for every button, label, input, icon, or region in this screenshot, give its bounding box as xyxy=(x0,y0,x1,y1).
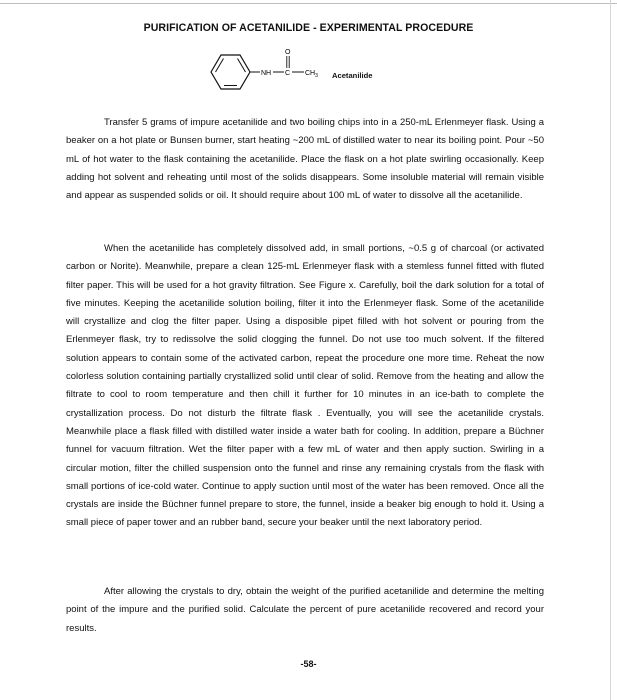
nh-group: NH xyxy=(261,70,272,77)
compound-label: Acetanilide xyxy=(332,71,373,80)
methyl-group xyxy=(305,70,318,79)
page-edge xyxy=(610,0,611,700)
page-title: PURIFICATION OF ACETANILIDE - EXPERIMENTAL PROCEDURE xyxy=(143,22,474,34)
acetanilide-structure xyxy=(200,45,420,103)
carbonyl-oxygen: O xyxy=(285,49,291,56)
paragraph-filtration: When the acetanilide has completely dissolved add, in small portions, ~0.5 g of charcoal (or activated carbon or Norite). Meanwhile, prepare a clean 125-mL Erlenmeyer flask with a stemless funnel fitted with fluted filter paper. This will be used for a hot gravity filtration. See Figure x. Carefully, boil the dark solution for a total of five minutes. Keeping the acetanilide solution boiling, filter it into the Erlenmeyer flask. Some of the acetanilide will crystallize and clog the filter paper. Using a disposible pipet filled with hot solvent or pouring from the Erlenmeyer flask, try to redissolve the solid clogging the funnel. Do not use too much solvent. If the filtered solution appears to contain some of the activated carbon, repeat the procedure one more time. Reheat the now colorless solution containing partially crystallized solid until clear of solid. Remove from the heating and allow the filtrate to cool to room temperature and then chill it further for 10 minutes in an ice-bath to complete the crystallization process. Do not disturb the filtrate flask . Eventually, you will see the acetanilide crystals. Meanwhile place a flask filled with distilled water inside a water bath for cooling. In addition, prepare a Büchner funnel for vacuum filtration. Wet the filter paper with a few mL of water and then apply suction. Swirling in a circular motion, filter the chilled suspension onto the funnel and rinse any remaining crystals from the flask with small portions of ice-cold water. Continue to apply suction until most of the water has been removed. Once all the crystals are inside the Büchner funnel prepare to store, the funnel, inside a beaker big enough to hold it. Using a small piece of paper tower and an rubber band, secure your beaker until the next laboratory period. xyxy=(66,243,544,529)
methyl-subscript: 3 xyxy=(315,73,318,79)
top-border xyxy=(0,3,617,4)
methyl-ch: CH xyxy=(305,70,316,77)
paragraph-dissolution: Transfer 5 grams of impure acetanilide and two boiling chips into in a 250-mL Erlenmeyer flask. Using a beaker on a hot plate or Bunsen burner, start heating ~200 mL of distilled water to near its boiling point. Pour ~50 mL of hot water to the flask containing the acetanilide. Place the flask on a hot plate swirling occasionally. Keep adding hot solvent and reheating until most of the solids disappears. Some insoluble material will remain visible and appear as suspended solids or oil. It should require about 100 mL of water to dissolve all the acetanilide. xyxy=(66,117,544,202)
paragraph-results: After allowing the crystals to dry, obtain the weight of the purified acetanilide and determine the melting point of the impure and the purified solid. Calculate the percent of pure acetanilide recovered and record your results. xyxy=(66,586,544,634)
carbonyl-carbon: C xyxy=(285,70,291,77)
benzene-ring-icon xyxy=(211,55,250,89)
page-number: -58- xyxy=(300,659,317,669)
